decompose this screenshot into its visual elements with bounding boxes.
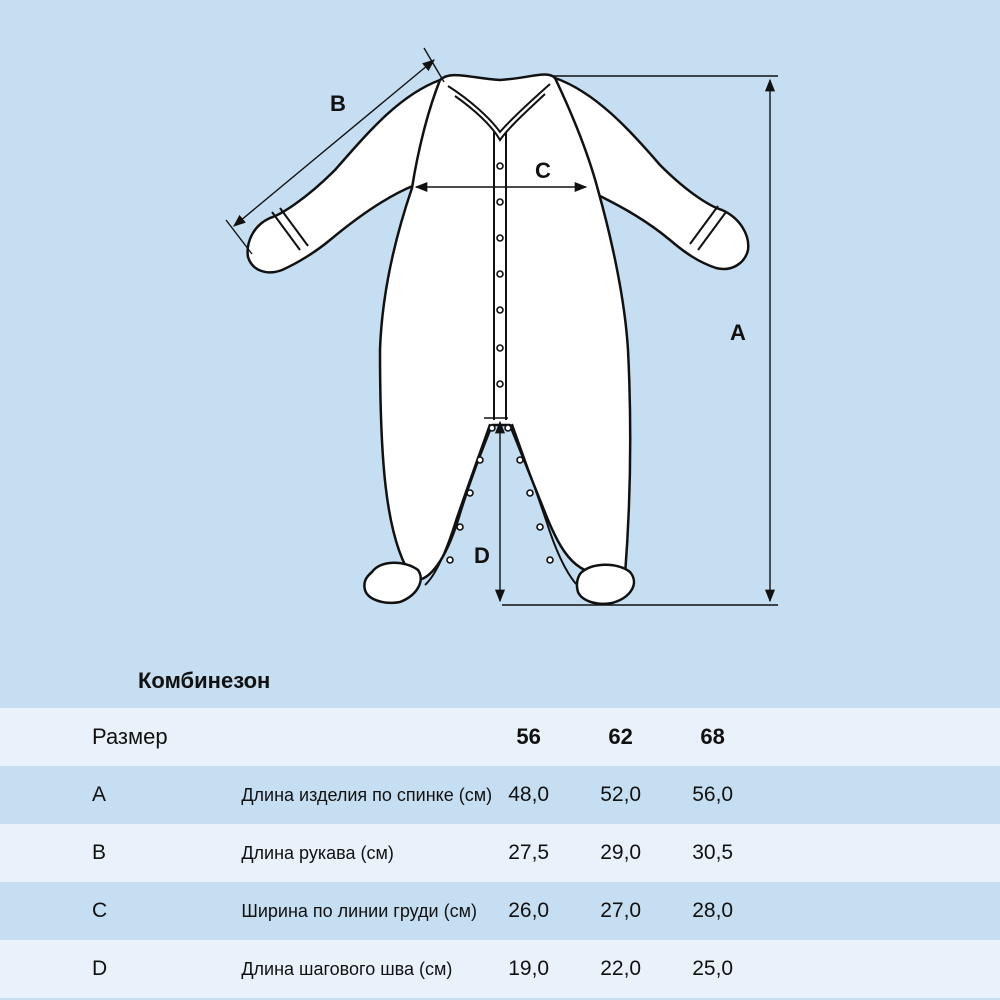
row-value: 22,0 <box>600 957 642 980</box>
dimension-label-a: A <box>730 320 746 345</box>
dimension-label-c: C <box>535 158 551 183</box>
row-description: Длина изделия по спинке (см) <box>241 784 493 805</box>
size-56-header: 56 <box>516 724 541 749</box>
row-value: 28,0 <box>692 899 734 922</box>
table-row <box>0 882 1000 940</box>
row-letter: B <box>92 841 107 864</box>
row-description: Длина рукава (см) <box>241 842 394 863</box>
row-letter: A <box>92 783 107 806</box>
row-value: 52,0 <box>600 783 642 806</box>
left-foot <box>364 563 420 603</box>
right-foot <box>577 565 634 604</box>
dimension-label-b: B <box>330 91 346 116</box>
row-value: 48,0 <box>508 783 550 806</box>
row-value: 30,5 <box>692 841 734 864</box>
row-value: 27,5 <box>508 841 550 864</box>
row-value: 19,0 <box>508 957 550 980</box>
product-title: Комбинезон <box>138 668 271 693</box>
row-description: Длина шагового шва (см) <box>241 958 453 979</box>
row-value: 56,0 <box>692 783 734 806</box>
table-row <box>0 766 1000 824</box>
row-description: Ширина по линии груди (см) <box>241 900 477 921</box>
row-value: 27,0 <box>600 899 642 922</box>
row-letter: C <box>92 899 108 922</box>
garment-outline <box>248 75 749 604</box>
table-row <box>0 824 1000 882</box>
row-letter: D <box>92 957 108 980</box>
dimension-label-d: D <box>474 543 490 568</box>
size-header-label: Размер <box>92 724 168 749</box>
size-68-header: 68 <box>700 724 725 749</box>
row-value: 29,0 <box>600 841 642 864</box>
table-row <box>0 940 1000 998</box>
row-value: 25,0 <box>692 957 734 980</box>
size-62-header: 62 <box>608 724 633 749</box>
row-value: 26,0 <box>508 899 550 922</box>
table-header-row <box>0 708 1000 766</box>
size-table <box>0 708 1000 998</box>
